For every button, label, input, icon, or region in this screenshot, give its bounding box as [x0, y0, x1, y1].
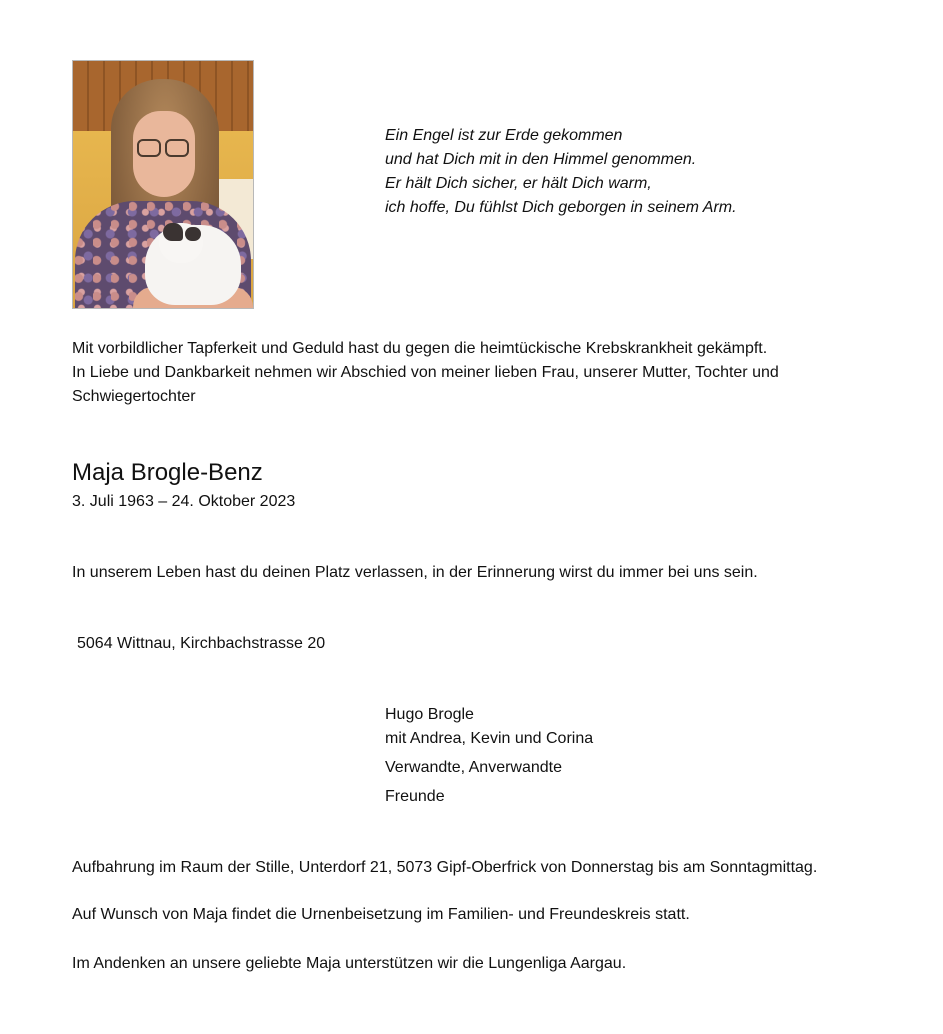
intro-line-3: Schwiegertochter — [72, 388, 196, 405]
poem — [385, 124, 737, 220]
life-dates: 3. Juli 1963 – 24. Oktober 2023 — [72, 493, 296, 510]
burial-notice: Auf Wunsch von Maja findet die Urnenbeisetzung im Familien- und Freundeskreis statt. — [72, 906, 690, 923]
photo-cat-patch-2 — [185, 227, 201, 241]
poem-line: und hat Dich mit in den Himmel genommen. — [385, 151, 697, 168]
donation-notice: Im Andenken an unsere geliebte Maja unterstützen wir die Lungenliga Aargau. — [72, 955, 627, 972]
photo-glasses-left — [137, 139, 161, 157]
poem-line: ich hoffe, Du fühlst Dich geborgen in seinem Arm. — [385, 199, 737, 216]
mourner-line: Freunde — [385, 788, 445, 805]
mourner-line: Hugo Brogle — [385, 706, 474, 723]
deceased-name: Maja Brogle-Benz — [72, 459, 263, 486]
poem-line: Ein Engel ist zur Erde gekommen — [385, 127, 623, 144]
mourner-line: Verwandte, Anverwandte — [385, 759, 563, 776]
mourner-line: mit Andrea, Kevin und Corina — [385, 730, 594, 747]
portrait-photo — [72, 60, 254, 309]
viewing-notice: Aufbahrung im Raum der Stille, Unterdorf 21, 5073 Gipf-Oberfrick von Donnerstag bis am Sonntagmittag. — [72, 859, 818, 876]
memory-text: In unserem Leben hast du deinen Platz verlassen, in der Erinnerung wirst du immer bei uns sein. — [72, 564, 758, 581]
intro-line-1: Mit vorbildlicher Tapferkeit und Geduld hast du gegen die heimtückische Krebskrankheit gekämpft. — [72, 340, 768, 357]
photo-glasses-right — [165, 139, 189, 157]
address: 5064 Wittnau, Kirchbachstrasse 20 — [77, 635, 326, 652]
photo-cat-patch — [163, 223, 183, 241]
intro-line-2: In Liebe und Dankbarkeit nehmen wir Abschied von meiner lieben Frau, unserer Mutter, Tochter und — [72, 364, 779, 381]
poem-line: Er hält Dich sicher, er hält Dich warm, — [385, 175, 652, 192]
